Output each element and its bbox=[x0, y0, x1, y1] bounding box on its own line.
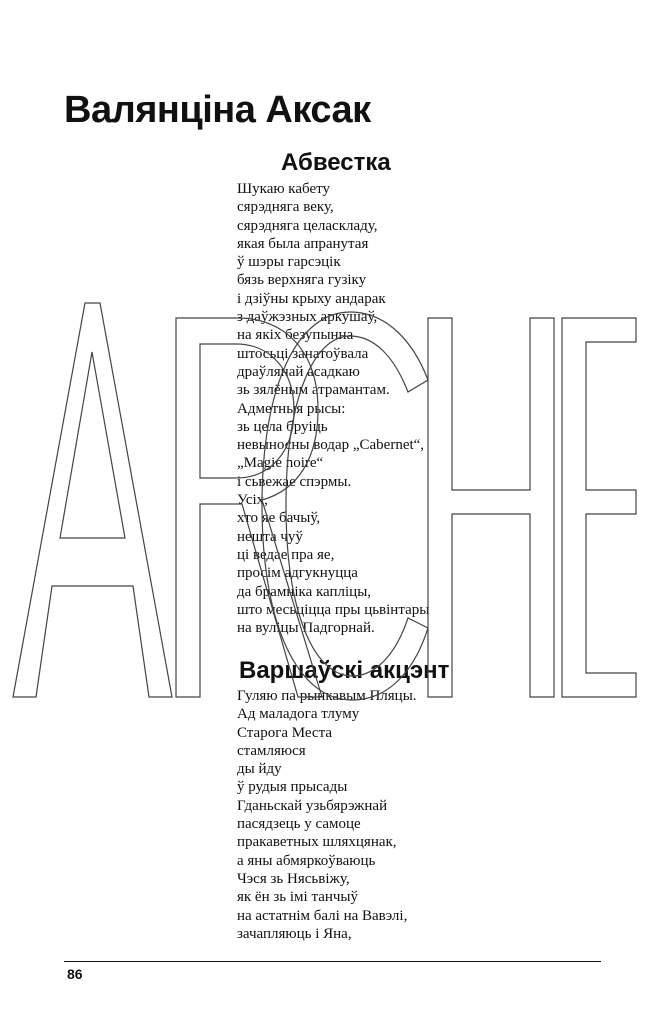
poem-line: што месьціцца пры цьвінтары bbox=[237, 601, 430, 618]
poem-line: зь зялёным атрамантам. bbox=[237, 382, 390, 399]
watermark-letter-h bbox=[428, 318, 554, 697]
poem-line: просім адгукнуцца bbox=[237, 565, 358, 582]
poem-line: сярэдняга веку, bbox=[237, 199, 334, 216]
author-name: Валянціна Аксак bbox=[64, 89, 371, 131]
poem-line: да брамніка капліцы, bbox=[237, 583, 372, 600]
poem-line: сярэдняга целаскладу, bbox=[237, 217, 378, 234]
poem-line: пракаветных шляхцянак, bbox=[237, 834, 397, 851]
poem-line: ў рудыя прысады bbox=[237, 779, 348, 796]
poem-line: зь цела бруіць bbox=[237, 418, 328, 435]
poem-line: ды йду bbox=[237, 761, 282, 778]
watermark-letter-e bbox=[562, 318, 636, 697]
poem-line: на астатнім балі на Вавэлі, bbox=[237, 907, 408, 924]
poem-line: Гуляю па рынкавым Пляцы. bbox=[237, 688, 417, 704]
poem-line: і сьвежае спэрмы. bbox=[237, 473, 352, 490]
poem-line: з даўжэзных аркушаў, bbox=[237, 309, 378, 326]
poem-line: невыносны водар „Cabernet“, bbox=[237, 437, 425, 454]
poem-title-abvestka: Абвестка bbox=[281, 149, 391, 176]
poem-line: як ён зь імі танчыў bbox=[237, 889, 359, 906]
poem-line: ў шэры гарсэцік bbox=[237, 254, 341, 271]
poem-line: на якіх безупынна bbox=[237, 327, 354, 344]
poem-line: Усіх, bbox=[237, 492, 268, 509]
poem-title-varshauski-aktsent: Варшаўскі акцэнт bbox=[239, 657, 450, 684]
poem-text-abvestka bbox=[237, 180, 429, 637]
poem-line: пасядзець у самоце bbox=[237, 816, 361, 833]
poem-line: Шукаю кабету bbox=[237, 181, 330, 197]
poem-line: на вуліцы Падгорнай. bbox=[237, 620, 375, 637]
poem-line: Чэся зь Нясьвіжу, bbox=[237, 870, 350, 887]
poem-line: Гданьскай узьбярэжнай bbox=[237, 797, 388, 814]
poem-line: Ад маладога тлуму bbox=[237, 706, 360, 723]
poem-line: Старога Места bbox=[237, 724, 332, 741]
poem-line: бязь верхняга гузіку bbox=[237, 272, 367, 289]
poem-line: ці ведае пра яе, bbox=[237, 546, 335, 563]
poem-line: штосьці занатоўвала bbox=[237, 345, 369, 362]
page-number: 86 bbox=[67, 966, 83, 982]
poem-line: і дзіўны крыху андарак bbox=[237, 290, 386, 307]
poem-line: а яны абмяркоўваюць bbox=[237, 852, 376, 869]
poem-line: „Magie noire“ bbox=[237, 455, 324, 472]
poem-line: стамляюся bbox=[237, 742, 306, 759]
poem-line: якая была апранутая bbox=[237, 235, 369, 252]
poem-text-varshauski-aktsent bbox=[237, 687, 417, 943]
poem-line: зачапляюць і Яна, bbox=[237, 925, 352, 942]
watermark-letter-a bbox=[13, 303, 172, 697]
poem-line: нешта чуў bbox=[237, 528, 303, 545]
footer-rule bbox=[64, 961, 601, 962]
poem-line: драўлянай асадкаю bbox=[237, 363, 360, 380]
poem-line: Адметныя рысы: bbox=[237, 400, 346, 417]
poem-line: хто яе бачыў, bbox=[237, 510, 321, 527]
